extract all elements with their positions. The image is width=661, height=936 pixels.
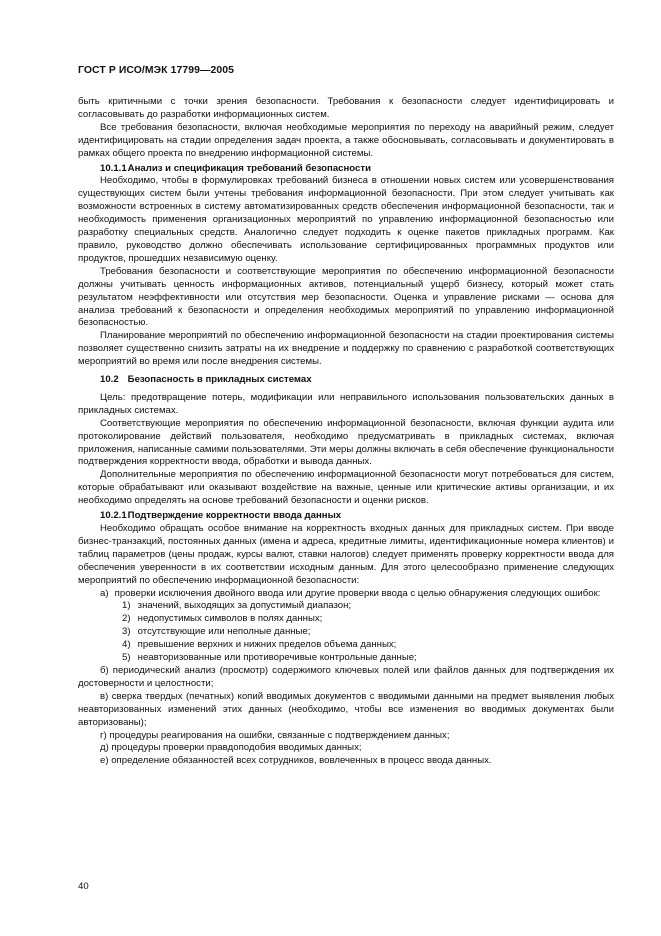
list-marker: в) — [100, 690, 109, 702]
section-title: Анализ и спецификация требований безопасности — [127, 162, 371, 174]
paragraph: быть критичными с точки зрения безопасности. Требования к безопасности следует идентифицировать и согласовывать до разработки информационных систем. — [78, 96, 614, 120]
list-marker: 2) — [122, 613, 131, 625]
list-marker: б) — [100, 664, 109, 676]
section-title: Безопасность в прикладных системах — [127, 374, 312, 386]
list-text: периодический анализ (просмотр) содержимого ключевых полей или файлов данных для подтверждения их достоверности и целостности; — [78, 664, 614, 689]
document-body — [78, 96, 614, 768]
list-marker: 3) — [122, 626, 131, 638]
section-number: 10.2 — [100, 374, 119, 386]
list-item — [78, 742, 614, 755]
list-marker: 1) — [122, 600, 131, 612]
page-number: 40 — [78, 881, 89, 892]
list-marker: а) — [100, 587, 109, 599]
list-text: значений, выходящих за допустимый диапазон; — [137, 600, 352, 612]
list-text: превышение верхних и нижних пределов объема данных; — [137, 639, 397, 651]
list-text: определение обязанностей всех сотрудников, вовлеченных в процесс ввода данных. — [111, 755, 492, 767]
sub-list-item — [78, 600, 614, 613]
sub-list-item — [78, 626, 614, 639]
paragraph: Требования безопасности и соответствующие мероприятия по обеспечению информационной безопасности должны учитывать ценность информационных активов, потенциальный ущерб бизнесу, который может стать результатом неэффективности или отсутствия мер безопасности. Оценка и управление рисками — основа для анализа требований к безопасности и определения необходимых мероприятий по управлению информационной безопасностью. — [78, 265, 614, 329]
paragraph: Необходимо обращать особое внимание на корректность входных данных для прикладных систем. При вводе бизнес-транзакций, постоянных данных (имена и адреса, кредитные лимиты, идентификационные номера клиентов) и таблиц параметров (цены продаж, курсы валют, ставки налогов) следует применять проверку корректности ввода для обеспечения уверенности в их соответствии исходным данным. Для этого целесообразно применение следующих мероприятий по обеспечению информационной безопасности: — [78, 523, 614, 586]
paragraph: Планирование мероприятий по обеспечению информационной безопасности на стадии проектирования системы позволяет существенно снизить затраты на их внедрение и поддержку по сравнению с разработкой соответствующих мероприятий во время или после внедрения системы. — [78, 330, 614, 368]
list-text: процедуры проверки правдоподобия вводимых данных; — [111, 742, 362, 754]
list-item — [78, 691, 614, 730]
paragraph: Необходимо, чтобы в формулировках требований бизнеса в отношении новых систем или усовершенствования существующих систем были учтены требования информационной безопасности. При этом следует учитывать как возможности встроенных в систему автоматизированных средств обеспечения информационной безопасности, так и необходимость применения организационных мероприятий по управлению информационной безопасностью или разработку специальных средств. Аналогично следует подходить к оценке пакетов прикладных программ. Как правило, руководство должно обеспечивать использование сертифицированных программных продуктов или продуктов, прошедших независимую оценку. — [78, 175, 614, 264]
paragraph: Цель: предотвращение потерь, модификации или неправильного использования пользовательских данных в прикладных системах. — [78, 391, 614, 416]
paragraph: Дополнительные мероприятия по обеспечению информационной безопасности могут потребоваться для систем, которые обрабатывают или оказывают воздействие на важные, ценные или критические активы организации, и их необходимо определять на основе требований безопасности и оценки рисков. — [78, 469, 614, 507]
list-marker: 4) — [122, 639, 131, 651]
list-text: неавторизованные или противоречивые контрольные данные; — [137, 652, 417, 664]
list-text: недопустимых символов в полях данных; — [137, 613, 323, 625]
paragraph: Соответствующие мероприятия по обеспечению информационной безопасности, включая функции аудита или протоколирование действий пользователя, необходимо предусматривать в прикладных системах, включая приложения, написанные самими пользователями. Эти меры должны включать в себя обеспечение функциональности подтверждения корректности ввода, обработки и вывода данных. — [78, 417, 614, 468]
sub-list-item — [78, 652, 614, 665]
list-text: процедуры реагирования на ошибки, связанные с подтверждением данных; — [109, 729, 450, 741]
list-text: отсутствующие или неполные данные; — [137, 626, 311, 638]
list-item — [78, 755, 614, 768]
sub-list-item — [78, 613, 614, 626]
list-item — [78, 665, 614, 691]
list-item — [78, 730, 614, 743]
section-heading-10-2-1 — [100, 510, 614, 523]
list-marker: д) — [100, 742, 109, 754]
list-marker: 5) — [122, 652, 131, 664]
paragraph: Все требования безопасности, включая необходимые мероприятия по переходу на аварийный режим, следует идентифицировать на стадии определения задач проекта, а также обосновывать, согласовывать и документировать в рамках общего проекта по внедрению информационной системы. — [78, 121, 614, 159]
list-marker: г) — [100, 729, 107, 741]
section-number: 10.2.1 — [100, 510, 127, 522]
list-marker: е) — [100, 755, 109, 767]
section-number: 10.1.1 — [100, 162, 127, 174]
list-text: сверка твердых (печатных) копий вводимых документов с вводимыми данными на предмет выявления любых неавторизованных изменений этих данных (необходимо, чтобы все изменения во вводимых документах были авторизованы); — [78, 690, 614, 728]
section-heading-10-2 — [100, 374, 614, 387]
list-item-a — [78, 588, 614, 601]
sub-list-item — [78, 639, 614, 652]
document-code-header: ГОСТ Р ИСО/МЭК 17799—2005 — [78, 65, 234, 76]
list-text: проверки исключения двойного ввода или другие проверки ввода с целью обнаружения следующих ошибок: — [114, 587, 601, 599]
section-heading-10-1-1 — [100, 163, 614, 176]
section-title: Подтверждение корректности ввода данных — [127, 510, 342, 522]
